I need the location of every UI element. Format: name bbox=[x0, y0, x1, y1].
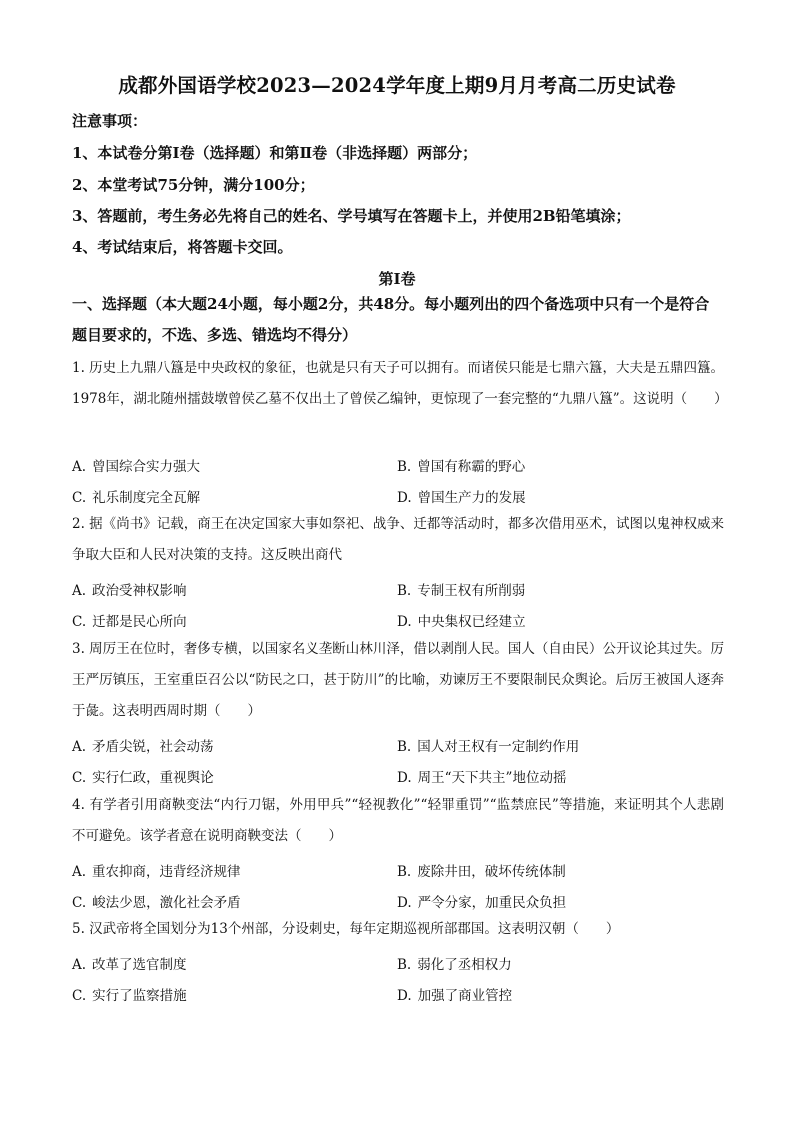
option-text: 改革了选官制度 bbox=[92, 957, 187, 973]
question-stem: 3. 周厉王在位时，奢侈专横，以国家名义垄断山林川泽，借以剥削人民。国人（自由民）公开议论其过失。厉王严厉镇压，王室重臣召公以“防民之口，甚于防川”的比喻，劝谏厉王不要限制民众舆论。后厉王被国人逐奔于彘。这表明西周时期（ ） bbox=[72, 641, 724, 719]
notes-heading: 注意事项： bbox=[72, 112, 148, 130]
note-item: 2、本堂考试75分钟，满分100分； bbox=[72, 176, 315, 194]
question-stem: 2. 据《尚书》记载，商王在决定国家大事如祭祀、战争、迁都等活动时，都多次借用巫术，试图以鬼神权威来争取大臣和人民对决策的支持。这反映出商代 bbox=[72, 516, 724, 563]
option-d bbox=[397, 486, 526, 506]
option-b bbox=[397, 953, 512, 973]
option-label: C. bbox=[72, 490, 87, 506]
option-c bbox=[72, 486, 200, 506]
option-text: 专制王权有所削弱 bbox=[417, 583, 526, 599]
option-text: 曾国生产力的发展 bbox=[417, 490, 526, 506]
option-label: D. bbox=[397, 614, 412, 630]
option-d bbox=[397, 766, 566, 786]
exam-title: 成都外国语学校2023—2024学年度上期9月月考高二历史试卷 bbox=[118, 74, 676, 97]
question-stem: 4. 有学者引用商鞅变法“内行刀锯，外用甲兵”“轻视教化”“轻罪重罚”“监禁庶民”等措施，来证明其个人悲剧不可避免。该学者意在说明商鞅变法（ ） bbox=[72, 797, 724, 844]
option-text: 国人对王权有一定制约作用 bbox=[417, 739, 580, 755]
option-text: 周王“天下共主”地位动摇 bbox=[417, 770, 567, 786]
option-c bbox=[72, 891, 241, 911]
option-a bbox=[72, 735, 214, 755]
option-text: 严令分家，加重民众负担 bbox=[417, 895, 567, 911]
option-label: A. bbox=[72, 459, 87, 475]
option-b bbox=[397, 579, 525, 599]
option-label: B. bbox=[397, 957, 412, 973]
option-b bbox=[397, 735, 579, 755]
option-label: D. bbox=[397, 988, 412, 1004]
option-label: C. bbox=[72, 614, 87, 630]
question-stem: 5. 汉武帝将全国划分为13个州部，分设刺史，每年定期巡视所部郡国。这表明汉朝（ ） bbox=[72, 921, 620, 937]
option-text: 中央集权已经建立 bbox=[417, 614, 526, 630]
option-text: 弱化了丞相权力 bbox=[417, 957, 512, 973]
option-text: 加强了商业管控 bbox=[417, 988, 513, 1004]
option-c bbox=[72, 610, 187, 630]
option-d bbox=[397, 984, 512, 1004]
option-label: C. bbox=[72, 770, 87, 786]
option-b bbox=[397, 455, 525, 475]
option-a bbox=[72, 860, 241, 880]
option-text: 曾国有称霸的野心 bbox=[417, 459, 526, 475]
question-stem: 1. 历史上九鼎八簋是中央政权的象征，也就是只有天子可以拥有。而诸侯只能是七鼎六簋，大夫是五鼎四簋。1978年，湖北随州擂鼓墩曾侯乙墓不仅出土了曾侯乙编钟，更惊现了一套完整的“九鼎八簋”。这说明（ ） bbox=[72, 360, 728, 407]
note-item: 4、考试结束后，将答题卡交回。 bbox=[72, 238, 293, 256]
option-label: A. bbox=[72, 739, 87, 755]
option-label: B. bbox=[397, 459, 412, 475]
option-label: B. bbox=[397, 739, 412, 755]
section-heading: 一、选择题（本大题24小题，每小题2分，共48分。每小题列出的四个备选项中只有一个是符合题目要求的，不选、多选、错选均不得分） bbox=[72, 295, 710, 344]
option-a bbox=[72, 579, 187, 599]
volume-heading: 第Ⅰ卷 bbox=[378, 270, 416, 288]
option-label: C. bbox=[72, 988, 87, 1004]
option-label: A. bbox=[72, 583, 87, 599]
option-text: 礼乐制度完全瓦解 bbox=[92, 490, 201, 506]
option-d bbox=[397, 610, 526, 630]
option-text: 政治受神权影响 bbox=[92, 583, 187, 599]
option-label: D. bbox=[397, 770, 412, 786]
option-text: 曾国综合实力强大 bbox=[92, 459, 201, 475]
option-text: 重农抑商，违背经济规律 bbox=[92, 864, 241, 880]
option-a bbox=[72, 953, 187, 973]
option-label: A. bbox=[72, 864, 87, 880]
option-a bbox=[72, 455, 200, 475]
option-label: C. bbox=[72, 895, 87, 911]
option-c bbox=[72, 984, 187, 1004]
note-item: 1、本试卷分第Ⅰ卷（选择题）和第Ⅱ卷（非选择题）两部分； bbox=[72, 144, 478, 162]
option-text: 矛盾尖锐，社会动荡 bbox=[92, 739, 214, 755]
option-text: 峻法少恩，激化社会矛盾 bbox=[92, 895, 241, 911]
option-label: B. bbox=[397, 864, 412, 880]
option-label: D. bbox=[397, 490, 412, 506]
option-b bbox=[397, 860, 566, 880]
option-text: 实行了监察措施 bbox=[92, 988, 187, 1004]
option-label: B. bbox=[397, 583, 412, 599]
option-text: 废除井田，破坏传统体制 bbox=[417, 864, 566, 880]
option-label: D. bbox=[397, 895, 412, 911]
option-c bbox=[72, 766, 214, 786]
option-text: 迁都是民心所向 bbox=[92, 614, 187, 630]
note-item: 3、答题前，考生务必先将自己的姓名、学号填写在答题卡上，并使用2B铅笔填涂； bbox=[72, 207, 631, 225]
option-d bbox=[397, 891, 566, 911]
option-label: A. bbox=[72, 957, 87, 973]
option-text: 实行仁政，重视舆论 bbox=[92, 770, 214, 786]
